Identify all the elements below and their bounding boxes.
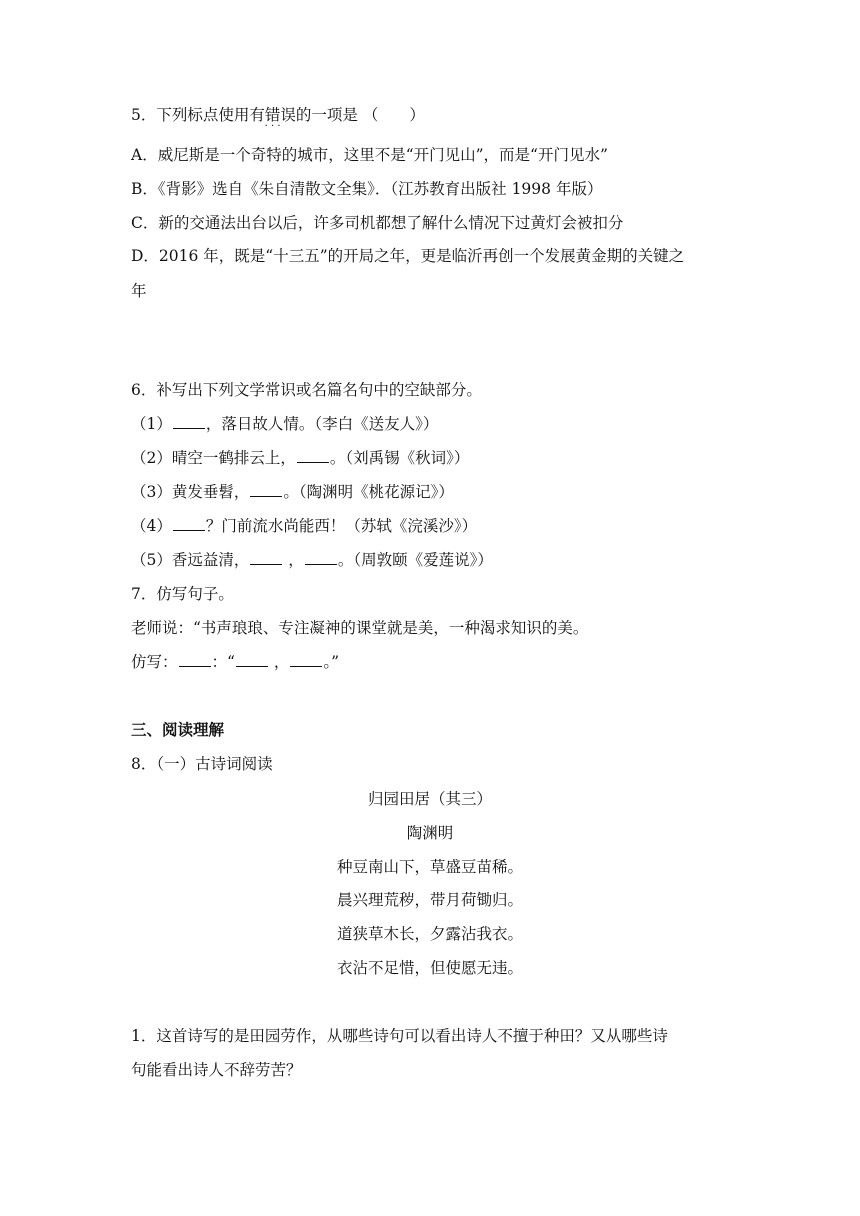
q5-option-d-line2: 年 (131, 282, 147, 300)
q6-item-5-pre: （5）香远益清， (131, 551, 250, 569)
emphasis-dots: · · · (264, 121, 281, 132)
q5-stem-pre: 5．下列标点使用 (131, 106, 250, 124)
q7-imit-pre: 仿写： (131, 653, 178, 671)
q8-stem: 8．（一）古诗词阅读 (131, 755, 273, 773)
q7-imit-post: 。” (323, 653, 340, 671)
q6-stem: 6．补写出下列文学常识或名篇名句中的空缺部分。 (131, 381, 482, 399)
fill-blank[interactable] (250, 548, 282, 565)
poem-line-1: 种豆南山下，草盛豆苗稀。 (336, 858, 523, 876)
poem-line-4: 衣沾不足惜，但使愿无违。 (336, 959, 523, 977)
q6-item-4-post: ？门前流水尚能西！（苏轼《浣溪沙》） (205, 517, 478, 535)
q7-imit-mid1: ：“ (211, 653, 235, 671)
q5-option-a: A．威尼斯是一个奇特的城市，这里不是“开门见山”，而是“开门见水” (131, 146, 608, 164)
q6-item-2-post: 。（刘禹锡《秋词》） (329, 449, 470, 467)
q6-item-5-mid: ， (283, 551, 304, 569)
q5-stem (131, 103, 741, 132)
poem-line-3: 道狭草木长，夕露沾我衣。 (336, 925, 523, 943)
q5-option-b: B．《背影》选自《朱自清散文全集》．（江苏教育出版社 1998 年版） (131, 180, 603, 198)
fill-blank[interactable] (179, 650, 211, 667)
fill-blank[interactable] (173, 514, 205, 531)
sub-question-1-line1: 1．这首诗写的是田园劳作，从哪些诗句可以看出诗人不擅于种田？又从哪些诗 (131, 1027, 668, 1045)
q6-item-4-pre: （4） (131, 517, 172, 535)
q6-item-2-pre: （2）晴空一鹤排云上， (131, 449, 296, 467)
q6-item-5-post: 。（周敦颐《爱莲说》） (337, 551, 493, 569)
section-heading: 三、阅读理解 (131, 720, 225, 739)
fill-blank[interactable] (297, 446, 329, 463)
q6-item-3-post: 。（陶渊明《桃花源记》） (283, 483, 454, 501)
fill-blank[interactable] (236, 650, 268, 667)
q5-emph-text: 有错误 (249, 106, 296, 124)
fill-blank[interactable] (290, 650, 322, 667)
q7-imit-mid2: ， (268, 653, 290, 671)
q6-item-3 (131, 480, 741, 504)
q5-option-d-line1: D．2016 年，既是“十三五”的开局之年，更是临沂再创一个发展黄金期的关键之 (131, 247, 685, 265)
q6-item-1-pre: （1） (131, 415, 172, 433)
q6-item-4 (131, 514, 741, 538)
fill-blank[interactable] (173, 412, 205, 429)
q5-stem-post: 的一项是 （ ） (295, 106, 425, 124)
q7-example: 老师说：“书声琅琅、专注凝神的课堂就是美，一种渴求知识的美。 (131, 619, 589, 637)
q7-stem: 7．仿写句子。 (131, 585, 234, 603)
q6-item-2 (131, 446, 741, 470)
poem-title: 归园田居（其三） (367, 790, 492, 808)
q6-item-5 (131, 548, 741, 572)
q6-item-1-post: ，落日故人情。（李白《送友人》） (205, 415, 439, 433)
poem-line-2: 晨兴理荒秽，带月荷锄归。 (336, 891, 523, 909)
q5-stem-emphasis (249, 106, 296, 132)
q5-option-c: C．新的交通法出台以后，许多司机都想了解什么情况下过黄灯会被扣分 (131, 214, 624, 232)
q6-item-1 (131, 412, 741, 436)
poem-author: 陶渊明 (406, 824, 454, 842)
fill-blank[interactable] (305, 548, 337, 565)
sub-question-1-line2: 句能看出诗人不辞劳苦？ (131, 1061, 302, 1079)
fill-blank[interactable] (250, 480, 282, 497)
q7-imitation (131, 650, 741, 674)
q6-item-3-pre: （3）黄发垂髫， (131, 483, 250, 501)
